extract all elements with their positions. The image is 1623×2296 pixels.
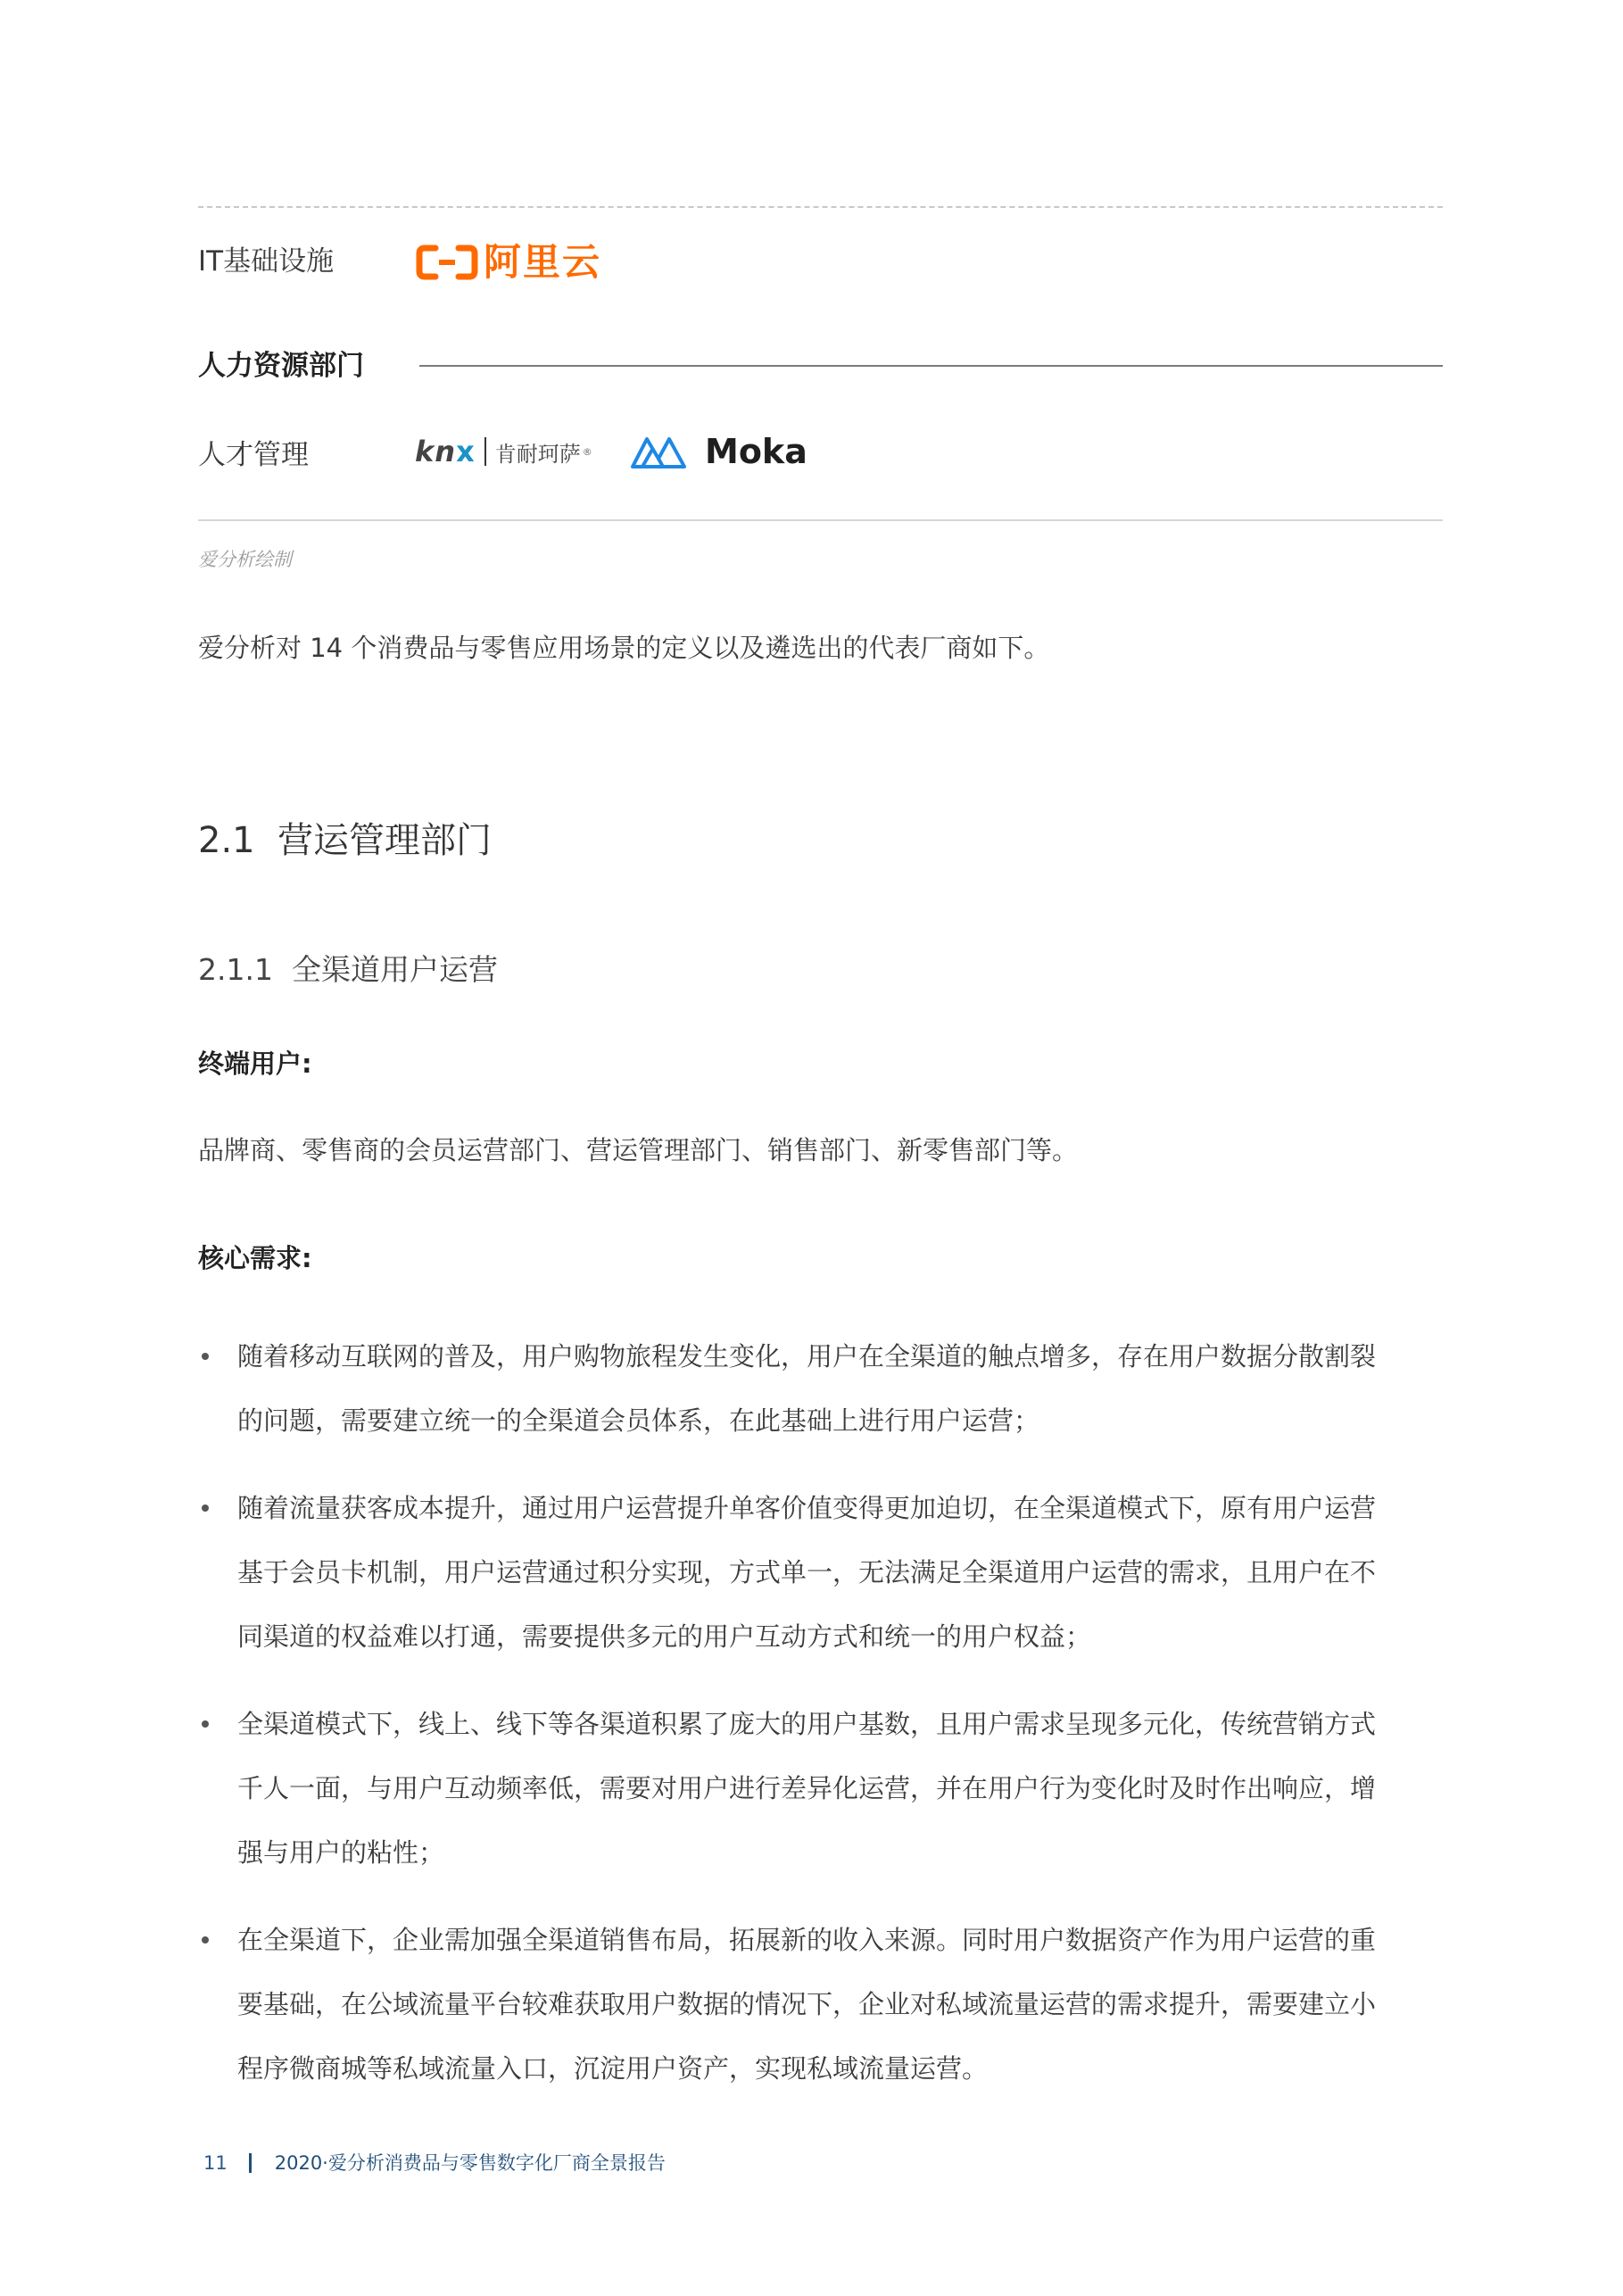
section-divider [419,365,1443,367]
moka-mountain-icon [630,434,687,469]
section-heading-2-1 [198,820,493,861]
subsection-title: 全渠道用户运营 [291,952,498,987]
table-bottom-divider [198,519,1443,521]
bullet-icon [202,1720,209,1728]
figure-caption: 爱分析绘制 [198,549,292,570]
list-item [198,1692,1447,1885]
end-users-text: 品牌商、零售商的会员运营部门、营运管理部门、销售部门、新零售部门等。 [198,1135,1079,1165]
section-number: 2.1 [198,820,255,861]
section-title: 营运管理部门 [277,820,493,861]
table-top-dashed-divider [198,206,1443,208]
registered-mark-icon: ® [582,445,592,458]
section-label-hr-department: 人力资源部门 [198,350,364,382]
report-title: 2020·爱分析消费品与零售数字化厂商全景报告 [274,2152,666,2174]
core-needs-label: 核心需求: [198,1243,312,1273]
list-item-line: 在全渠道下，企业需加强全渠道销售布局，拓展新的收入来源。同时用户数据资产作为用户运营的重 [237,1925,1377,1955]
list-item-line: 随着移动互联网的普及，用户购物旅程发生变化，用户在全渠道的触点增多，存在用户数据分散割裂 [237,1341,1377,1372]
knx-logo-text: 肯耐珂萨 [494,441,581,467]
list-item-line: 同渠道的权益难以打通，需要提供多元的用户互动方式和统一的用户权益； [237,1621,1092,1652]
list-item [198,1324,1447,1453]
aliyun-bracket-icon [416,245,478,280]
bullet-icon [202,1504,209,1512]
knx-separator [484,437,486,466]
bullet-icon [202,1353,209,1360]
list-item-line: 要基础，在公域流量平台较难获取用户数据的情况下，企业对私域流量运营的需求提升，需要建立小 [237,1989,1377,2019]
moka-logo-text: Moka [705,432,807,471]
list-item-line: 的问题，需要建立统一的全渠道会员体系，在此基础上进行用户运营； [237,1405,1040,1436]
page-number: 11 [203,2152,228,2174]
list-item [198,1908,1447,2101]
core-needs-list [198,1324,1447,2124]
subsection-number: 2.1.1 [198,952,273,987]
list-item-line: 随着流量获客成本提升，通过用户运营提升单客价值变得更加迫切，在全渠道模式下，原有用户运营 [237,1493,1377,1523]
aliyun-logo-text: 阿里云 [484,240,602,284]
end-users-label: 终端用户: [198,1049,312,1079]
list-item-line: 强与用户的粘性； [237,1837,445,1868]
row-label-talent-management: 人才管理 [198,439,309,471]
row-label-it-infrastructure: IT基础设施 [198,245,335,278]
list-item-line: 千人一面，与用户互动频率低，需要对用户进行差异化运营，并在用户行为变化时及时作出响应，增 [237,1773,1377,1803]
knx-mark: knx [415,435,476,468]
list-item [198,1476,1447,1669]
footer-separator [249,2153,252,2173]
list-item-line: 全渠道模式下，线上、线下等各渠道积累了庞大的用户基数，且用户需求呈现多元化，传统营销方式 [237,1709,1377,1739]
bullet-icon [202,1936,209,1944]
intro-paragraph: 爱分析对 14 个消费品与零售应用场景的定义以及遴选出的代表厂商如下。 [198,633,1050,663]
knx-logo [415,432,592,471]
aliyun-logo [416,240,602,284]
subsection-heading-2-1-1 [198,952,498,987]
list-item-line: 程序微商城等私域流量入口，沉淀用户资产，实现私域流量运营。 [237,2053,989,2084]
list-item-line: 基于会员卡机制，用户运营通过积分实现，方式单一，无法满足全渠道用户运营的需求，且用户在不 [237,1557,1377,1587]
moka-logo [630,430,807,473]
page-footer [203,2153,666,2173]
